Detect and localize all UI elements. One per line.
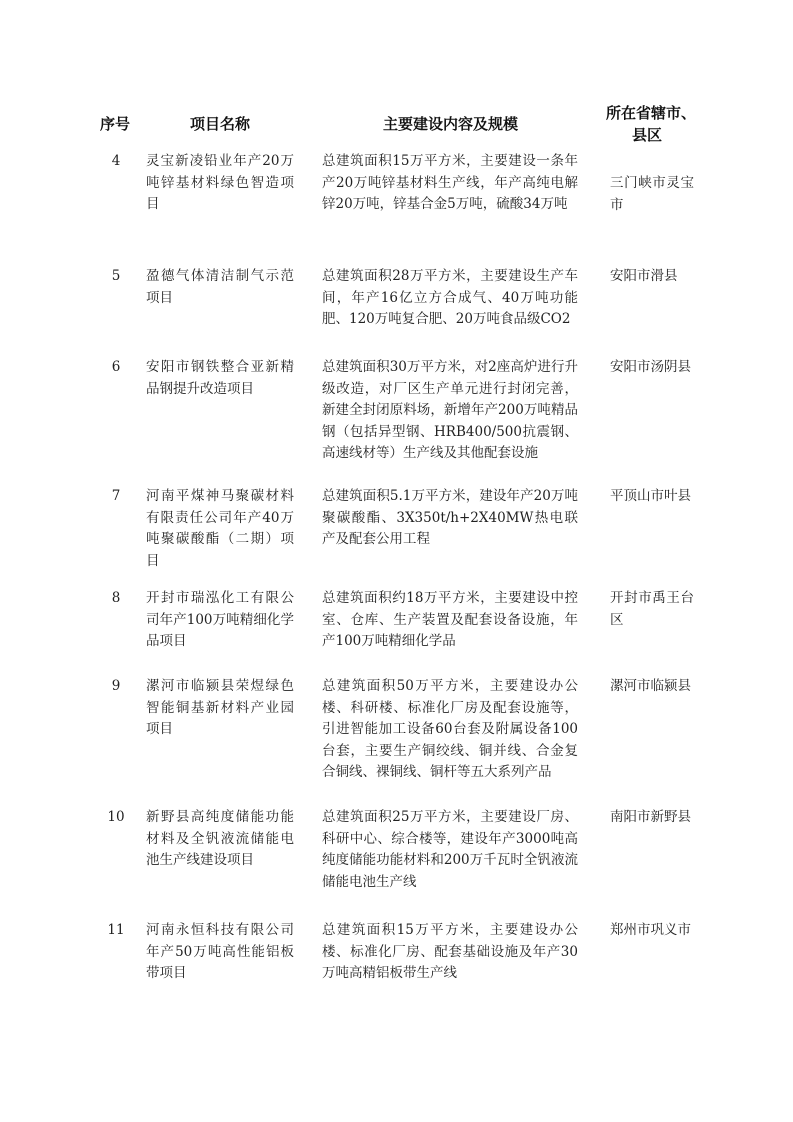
row-project-name: 盈德气体清洁制气示范项目 [146,268,294,306]
row-content: 总建筑面积约18万平方米，主要建设中控室、仓库、生产装置及配套设备设施，年产100万吨精细化学品 [322,590,578,649]
row-num: 7 [111,488,121,504]
row-location: 三门峡市灵宝市 [610,175,694,213]
row-project-name: 河南永恒科技有限公司年产50万吨高性能铝板带项目 [146,922,294,981]
row-content: 总建筑面积5.1万平方米，建设年产20万吨聚碳酸酯、3X350t/h+2X40MW热电联产及配套公用工程 [322,488,578,547]
row-location: 安阳市滑县 [610,268,678,284]
header-content: 主要建设内容及规模 [383,115,519,133]
row-content: 总建筑面积15万平方米，主要建设办公楼、标准化厂房、配套基础设施及年产30万吨高精铝板带生产线 [322,922,578,981]
row-location: 南阳市新野县 [610,809,691,825]
row-content: 总建筑面积15万平方米，主要建设一条年产20万吨锌基材料生产线，年产高纯电解锌20万吨，锌基合金5万吨，硫酸34万吨 [322,153,578,212]
row-location: 安阳市汤阴县 [610,359,691,375]
row-content: 总建筑面积50万平方米，主要建设办公楼、科研楼、标准化厂房及配套设施等，引进智能加工设备60台套及附属设备100台套，主要生产铜绞线、铜并线、合金复合铜线、裸铜线、铜杆等五大系列产品 [322,678,578,780]
row-project-name: 漯河市临颍县荣煜绿色智能铜基新材料产业园项目 [146,678,294,737]
row-project-name: 河南平煤神马聚碳材料有限责任公司年产40万吨聚碳酸酯（二期）项目 [146,488,294,569]
row-project-name: 新野县高纯度储能功能材料及全钒液流储能电池生产线建设项目 [146,809,294,868]
row-location: 漯河市临颍县 [610,678,691,694]
row-num: 9 [111,678,121,694]
row-content: 总建筑面积28万平方米，主要建设生产车间，年产16亿立方合成气、40万吨功能肥、120万吨复合肥、20万吨食品级CO2 [322,268,578,327]
row-content: 总建筑面积25万平方米，主要建设厂房、科研中心、综合楼等，建设年产3000吨高纯度储能功能材料和200万千瓦时全钒液流储能电池生产线 [322,809,578,890]
row-num: 10 [107,809,125,825]
row-project-name: 开封市瑞泓化工有限公司年产100万吨精细化学品项目 [146,590,294,649]
row-location: 平顶山市叶县 [610,488,691,504]
row-location: 开封市禹王台区 [610,590,694,628]
header-location-line1: 所在省辖市、 [606,104,697,122]
row-content: 总建筑面积30万平方米，对2座高炉进行升级改造，对厂区生产单元进行封闭完善，新建全封闭原料场，新增年产200万吨精品钢（包括异型钢、HRB400/500抗震钢、高速线材等）生产线及其他配套设施 [322,359,578,461]
header-seq: 序号 [100,115,131,133]
row-location: 郑州市巩义市 [610,922,691,938]
row-num: 5 [111,268,121,284]
row-num: 6 [111,359,121,375]
header-location-line2: 县区 [632,126,663,144]
row-num: 11 [107,922,125,938]
header-name: 项目名称 [190,115,251,133]
row-num: 4 [111,153,121,169]
row-project-name: 灵宝新凌铅业年产20万吨锌基材料绿色智造项目 [146,153,294,212]
row-project-name: 安阳市钢铁整合亚新精品钢提升改造项目 [146,359,294,397]
row-num: 8 [111,590,121,606]
